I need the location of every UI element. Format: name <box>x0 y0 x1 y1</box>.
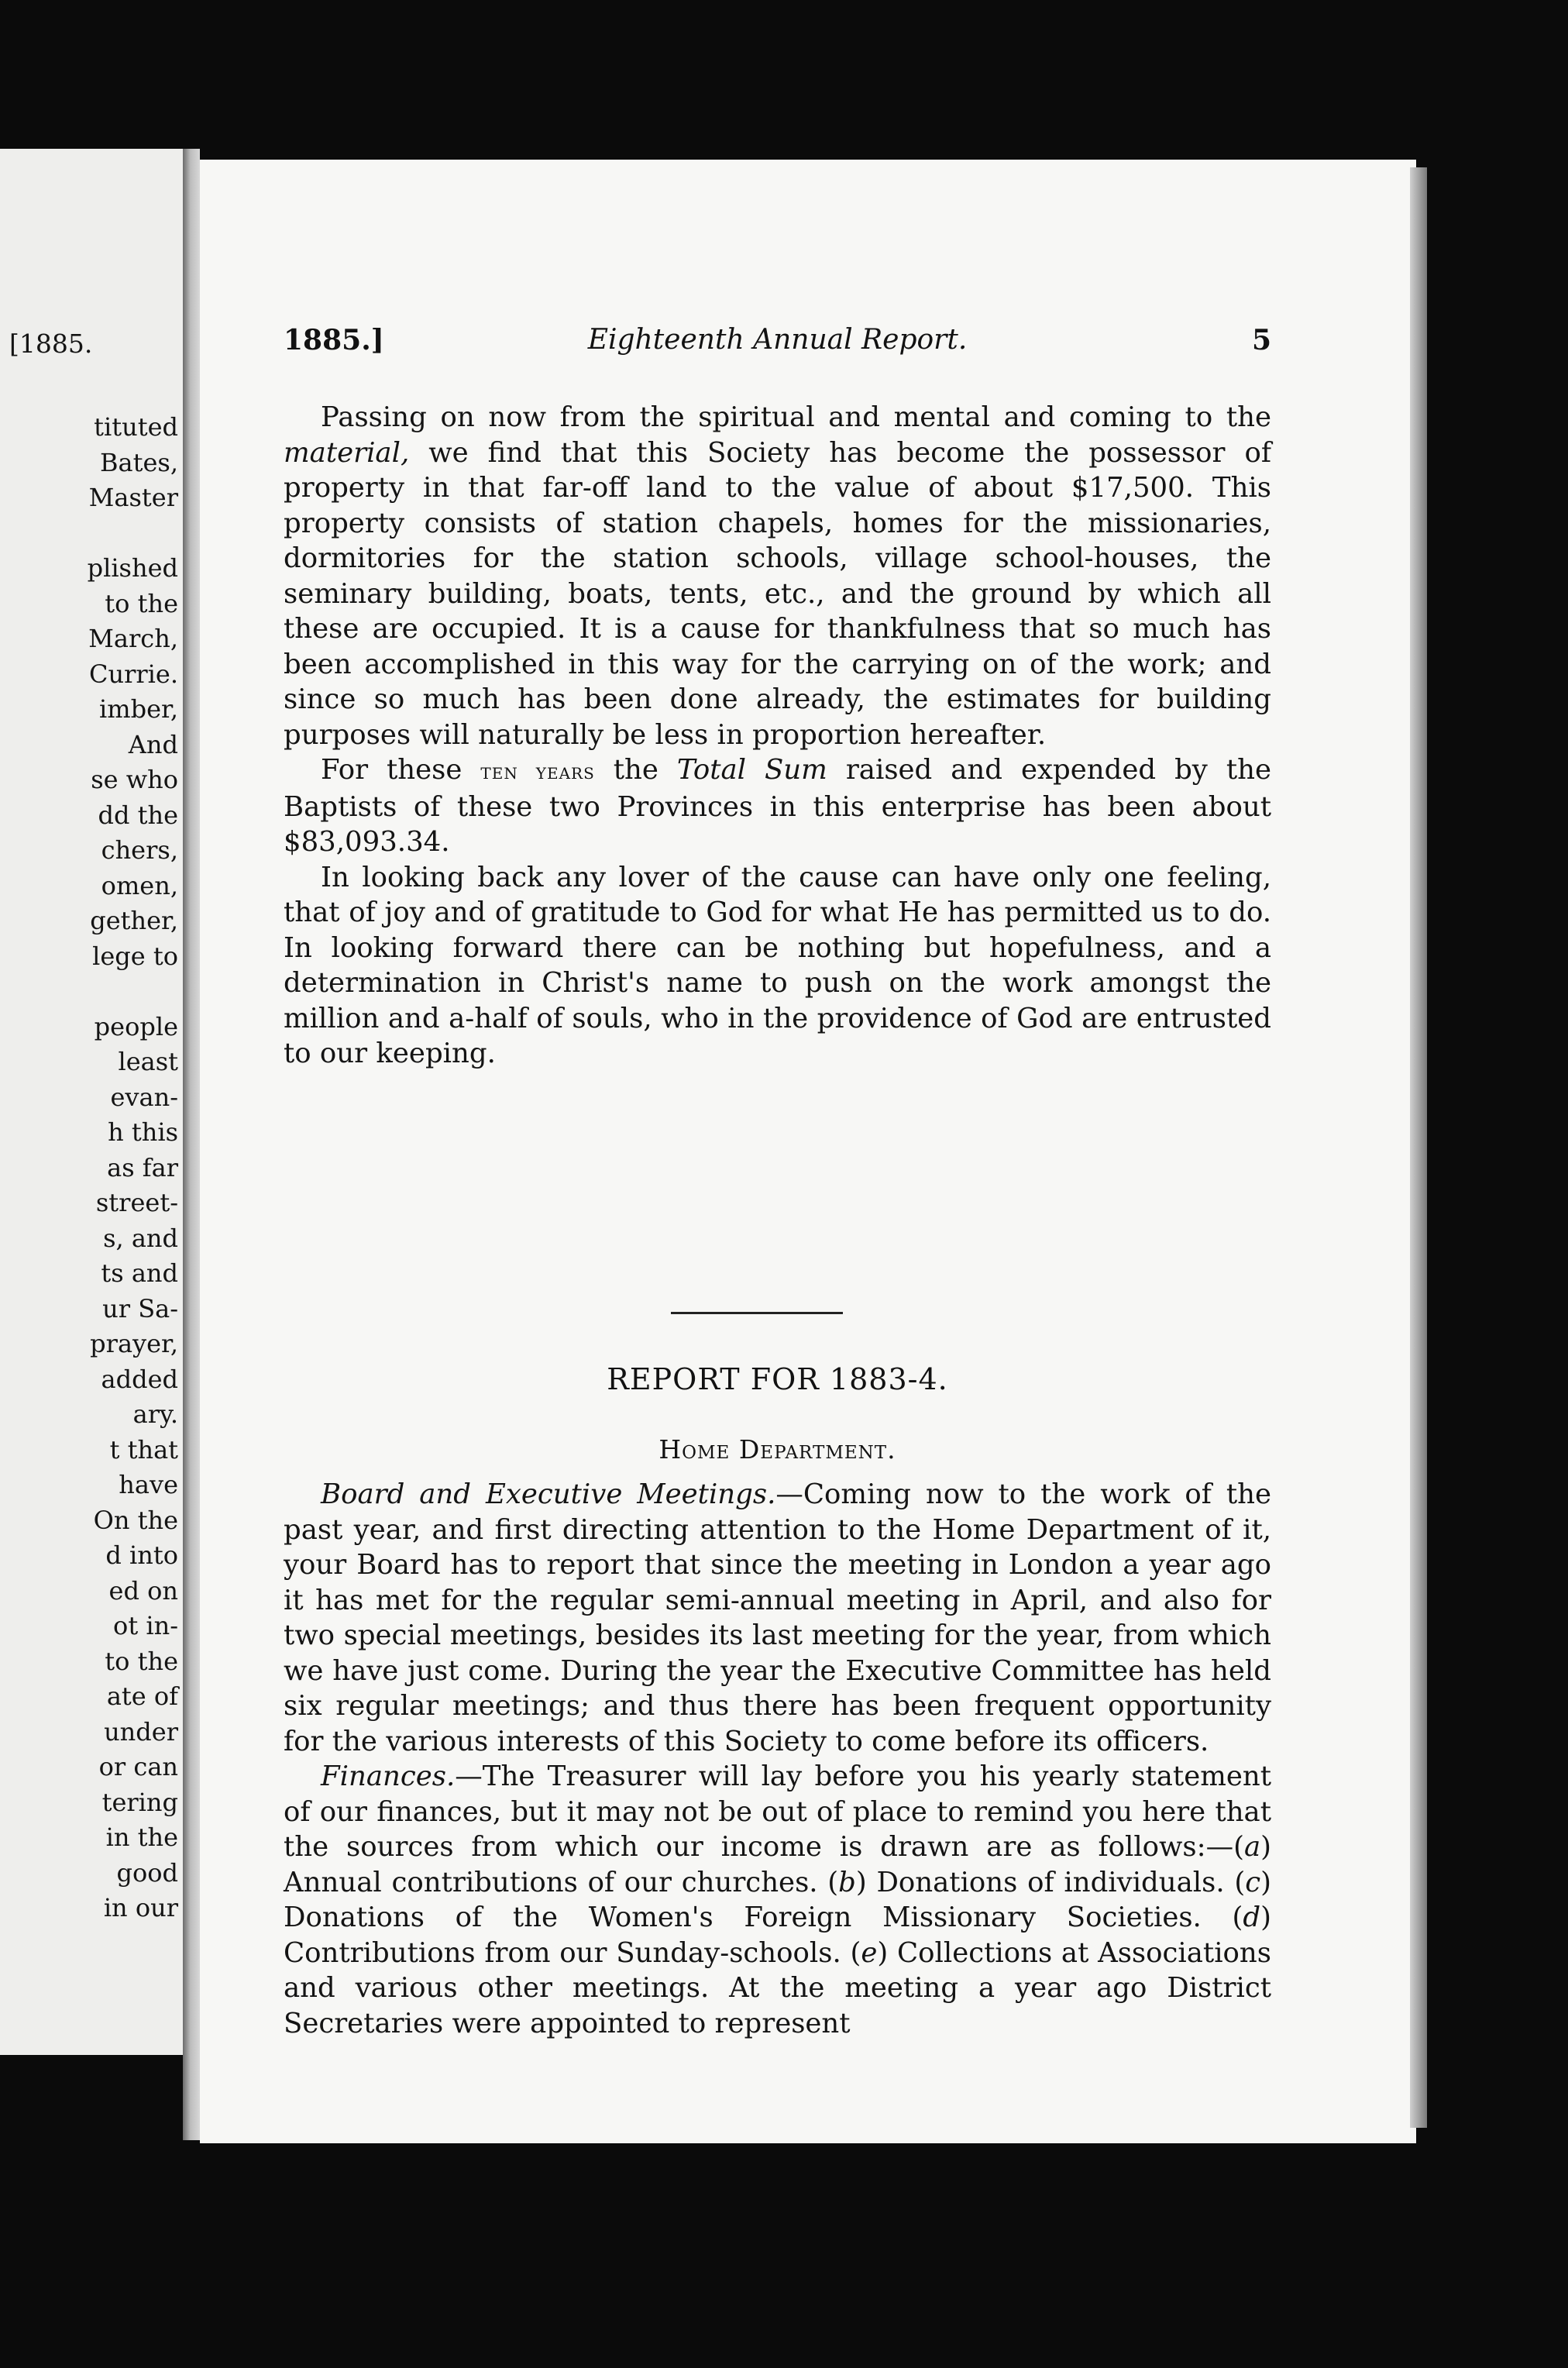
left-page-fragment: On the <box>93 1505 178 1535</box>
paragraph-total-text-c: raised and expended by the Baptists of these two Provinces in this enterprise has been about $83,093.34. <box>284 754 1271 858</box>
finances-heading: Finances. <box>321 1761 456 1792</box>
left-page-fragment: evan- <box>110 1082 178 1112</box>
left-page-fragment: plished <box>87 553 178 583</box>
left-page-fragment: Bates, <box>100 447 178 477</box>
paragraph-total-text-a: For these <box>321 754 481 786</box>
paragraph-looking-back: In looking back any lover of the cause can have only one feeling, that of joy and of gratitude to God for what He has permitted us to do. In looking forward there can be nothing but hopefulness, and a determination in Christ's name to push on the work amongst the million and a-half of souls, who in the providence of God are entrusted to our keeping. <box>284 861 1271 1069</box>
finances-text-c: ) Donations of individuals. ( <box>855 1866 1246 1898</box>
finances-text-e: ) Contributions from our Sunday-schools. ( <box>284 1902 1271 1969</box>
left-page-fragment: in the <box>105 1822 178 1852</box>
body-text-top <box>284 400 1271 1072</box>
paragraph-total-sum <box>284 752 1271 860</box>
left-page-fragment: lege to <box>92 941 178 971</box>
left-page-fragment: gether, <box>90 906 178 935</box>
department-heading: Home Department. <box>658 1434 896 1465</box>
running-head-title: Eighteenth Annual Report. <box>587 324 968 356</box>
running-head-year: 1885.] <box>284 324 384 356</box>
main-page <box>200 160 1416 2143</box>
left-page-fragment: h this <box>108 1117 178 1147</box>
finances-text-b: ) Annual contributions of our churches. ( <box>284 1831 1271 1898</box>
left-page-fragment: under <box>104 1716 178 1747</box>
left-page-fragment: good <box>116 1857 178 1888</box>
finances-text-d: ) Donations of the Women's Foreign Missionary Societies. ( <box>284 1866 1271 1933</box>
left-page-fragment: s, and <box>103 1223 178 1253</box>
paragraph-property-text-a: Passing on now from the spiritual and mental and coming to the <box>321 401 1271 433</box>
paragraph-total-text-b: the <box>594 754 677 786</box>
left-page-fragment: d into <box>105 1540 178 1570</box>
finances-letter-a: a <box>1243 1831 1261 1863</box>
left-page-fragment: prayer, <box>90 1329 178 1358</box>
left-page-header: [1885. <box>9 329 93 359</box>
left-page-fragment: omen, <box>101 870 178 900</box>
left-page-fragment: And <box>128 729 178 759</box>
left-page-fragment: to the <box>105 588 178 618</box>
left-page-fragment: street- <box>95 1188 178 1217</box>
left-page-fragment: as far <box>107 1152 178 1182</box>
finances-letter-c: c <box>1245 1866 1261 1898</box>
left-page-fragment: ate of <box>106 1681 178 1711</box>
left-page-fragment: se who <box>91 765 178 794</box>
left-page-fragment: to the <box>105 1646 178 1676</box>
left-page-fragment: have <box>119 1470 178 1499</box>
paragraph-total-emphasis: Total Sum <box>676 754 827 786</box>
running-head <box>284 324 1271 363</box>
left-page-fragment: people <box>94 1011 178 1041</box>
page-gutter <box>183 149 200 2140</box>
left-page-fragment: ts and <box>101 1258 178 1288</box>
left-page-fragment: tering <box>101 1787 178 1817</box>
left-page-fragment: ed on <box>108 1575 178 1606</box>
finances-letter-d: d <box>1243 1902 1261 1933</box>
finances-letter-b: b <box>838 1866 856 1898</box>
left-page-fragment: dd the <box>98 800 178 830</box>
finances-text-f: ) Collections at Associations and various other meetings. At the meeting a year ago District Secretaries were appointed to represent <box>284 1936 1271 2039</box>
left-page-fragment: ary. <box>132 1399 178 1429</box>
paragraph-board-meetings <box>284 1477 1271 1759</box>
paragraph-property-emphasis: material, <box>284 436 410 469</box>
board-meetings-heading: Board and Executive Meetings. <box>321 1478 776 1510</box>
left-page-fragment: tituted <box>94 412 178 442</box>
left-page-fragment: t that <box>109 1434 178 1465</box>
report-title: REPORT FOR 1883-4. <box>607 1362 948 1396</box>
body-text-bottom <box>284 1477 1271 2041</box>
paragraph-property <box>284 400 1271 752</box>
left-page-fragment: ot in- <box>113 1611 178 1640</box>
left-page-fragment: chers, <box>101 835 178 865</box>
page-edge-shadow <box>1410 167 1427 2128</box>
board-meetings-text: —Coming now to the work of the past year, and first directing attention to the Home Department of it, your Board has to report that since the meeting in London a year ago it has met for the regular semi-annual meeting in April, and also for two special meetings, besides its last meeting for the year, from which we have just come. During the year the Executive Committee has held six regular meetings; and thus there has been frequent opportunity for the various interests of this Society to come before its officers. <box>284 1478 1271 1757</box>
left-page-fragment: Currie. <box>88 659 178 689</box>
left-page-fragment: or can <box>98 1752 178 1781</box>
finances-letter-e: e <box>861 1936 878 1969</box>
left-page-fragment: imber, <box>99 694 178 724</box>
paragraph-property-text-b: we find that this Society has become the possessor of property in that far-off land to the value of about $17,500. This property consists of station chapels, homes for the missionaries, dormitories for the station schools, village school-houses, the seminary building, boats, tents, etc., and the ground by which all these are occupied. It is a cause for thankfulness that so much has been accomplished in this way for the carrying on of the work; and since so much has been done already, the estimates for building purposes will naturally be less in proportion hereafter. <box>284 436 1271 751</box>
paragraph-total-smallcaps: ten years <box>480 758 595 784</box>
left-page-fragment: ur Sa- <box>102 1293 178 1323</box>
paragraph-finances <box>284 1759 1271 2041</box>
finances-text-a: —The Treasurer will lay before you his yearly statement of our finances, but it may not be out of place to remind you here that the sources from which our income is drawn are as follows:—( <box>284 1761 1271 1863</box>
left-facing-page <box>0 149 183 2055</box>
left-page-fragment: Master <box>88 483 178 512</box>
left-page-fragment: added <box>101 1364 178 1394</box>
left-page-fragment: in our <box>103 1893 178 1922</box>
section-divider-rule <box>671 1312 843 1314</box>
left-page-fragment: least <box>118 1047 178 1076</box>
left-page-fragment: March, <box>88 624 178 653</box>
page-number: 5 <box>1251 324 1271 356</box>
